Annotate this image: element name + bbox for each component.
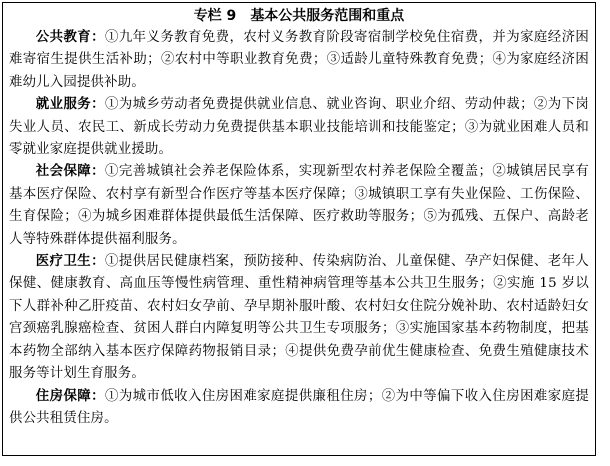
section-heading: 公共教育： (35, 30, 105, 45)
section-body: ①提供居民健康档案，预防接种、传染病防治、儿童保健、孕产妇保健、老年人保健、健康教育、高血压等慢性病管理、重性精神病管理等基本公共卫生服务；②实施 15 岁以下人群补种乙肝疫苗、农村妇女孕前、孕早期补服叶酸、农村妇女住院分娩补助、农村适龄妇女宫颈癌乳腺癌检查、贫困人群白内障复明等公共卫生专项服务；③实施国家基本药物制度，把基本药物全部纳入基本医疗保障药物报销目录；④提供免费孕前优生健康检查、免费生殖健康技术服务等计划生育服务。 (9, 254, 590, 382)
box-title-label: 专栏 9 (193, 8, 237, 24)
feature-box (2, 2, 596, 456)
section-employment (9, 94, 589, 161)
section-public-education (9, 27, 589, 94)
section-heading: 医疗卫生： (35, 254, 105, 270)
section-body: ①九年义务教育免费，农村义务教育阶段寄宿制学校免住宿费，并为家庭经济困难寄宿生提供生活补助；②农村中等职业教育免费；③适龄儿童特殊教育免费；④为家庭经济困难幼儿入园提供补助。 (9, 30, 590, 90)
section-body: ①为城市低收入住房困难家庭提供廉租住房；②为中等偏下收入住房困难家庭提供公共租赁住房。 (9, 388, 590, 426)
section-health (9, 251, 589, 385)
section-body: ①完善城镇社会养老保险体系，实现新型农村养老保险全覆盖；②城镇居民享有基本医疗保险、农村享有新型合作医疗等基本医疗保障；③城镇职工享有失业保险、工伤保险、生育保险；④为城乡困难群体提供最低生活保障、医疗救助等服务；⑤为孤残、五保户、高龄老人等特殊群体提供福利服务。 (9, 164, 590, 247)
box-title-text: 基本公共服务范围和重点 (250, 8, 405, 24)
section-social-security (9, 161, 589, 251)
section-heading: 社会保障： (35, 164, 105, 180)
section-housing (9, 386, 589, 431)
section-heading: 住房保障： (35, 388, 105, 404)
section-body: ①为城乡劳动者免费提供就业信息、就业咨询、职业介绍、劳动仲裁；②为下岗失业人员、农民工、新成长劳动力免费提供基本职业技能培训和技能鉴定；③为就业困难人员和零就业家庭提供就业援助。 (9, 97, 590, 158)
box-title (9, 5, 589, 27)
section-heading: 就业服务： (35, 97, 105, 113)
